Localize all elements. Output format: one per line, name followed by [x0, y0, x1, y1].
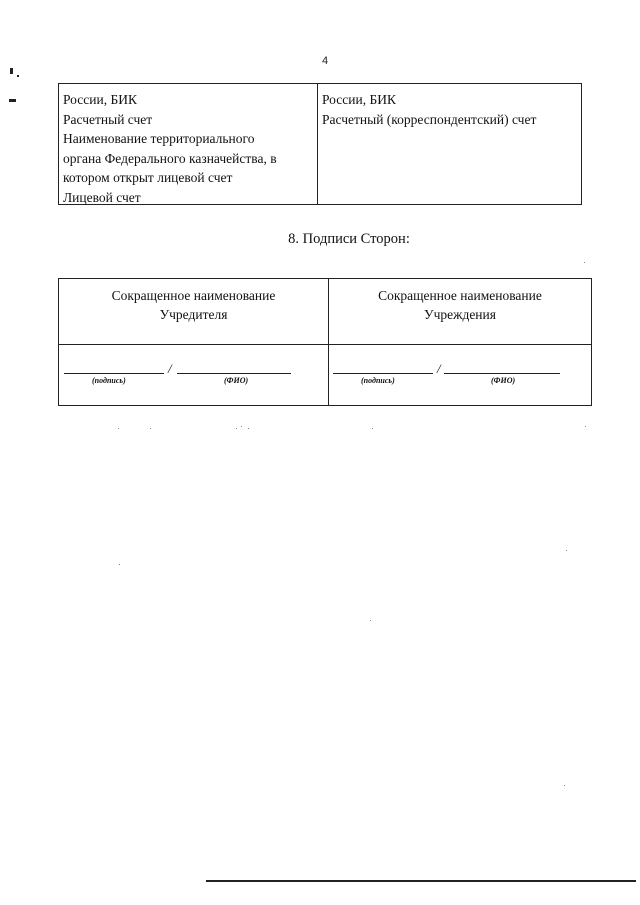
page-number: 4 — [322, 55, 329, 67]
signatures-table — [58, 278, 592, 406]
founder-title-cell — [59, 279, 329, 345]
institution-title-line1: Сокращенное наименование — [378, 288, 542, 303]
scan-speck — [150, 428, 151, 429]
institution-signature-row — [329, 361, 591, 375]
institution-signature-cell — [329, 345, 591, 405]
institution-name-underline — [444, 373, 560, 374]
institution-signature-slash: / — [437, 361, 441, 376]
scan-speck — [584, 262, 585, 263]
founder-signature-underline — [64, 373, 164, 374]
institution-signature-caption: (подпись) — [361, 376, 395, 385]
bank-detail-line: органа Федерального казначейства, в — [63, 150, 277, 166]
bank-detail-line: Лицевой счет — [63, 189, 141, 205]
bank-detail-line: Расчетный счет — [63, 111, 153, 127]
bank-details-table — [58, 83, 582, 205]
signatures-heading-text: 8. Подписи Сторон: — [288, 231, 410, 247]
scan-speck — [119, 564, 120, 565]
bank-detail-line: России, БИК — [322, 92, 396, 107]
founder-bank-details — [59, 84, 318, 204]
scan-speck — [372, 428, 373, 429]
founder-signature-slash: / — [168, 361, 172, 376]
scan-mark — [9, 99, 16, 102]
bank-detail-line: России, БИК — [63, 92, 137, 107]
signatures-heading — [0, 231, 640, 248]
scan-speck — [236, 428, 237, 429]
founder-title-line2: Учредителя — [159, 307, 228, 322]
institution-signature-underline — [333, 373, 433, 374]
scan-speck — [564, 785, 565, 786]
bank-detail-line: котором открыт лицевой счет — [63, 170, 233, 185]
founder-signature-cell — [59, 345, 329, 405]
scan-speck — [566, 550, 567, 551]
scan-speck — [118, 428, 119, 429]
bank-detail-line: Расчетный (корреспондентский) счет — [322, 111, 537, 127]
institution-title-line2: Учреждения — [424, 307, 496, 322]
institution-title-cell — [329, 279, 591, 345]
institution-bank-details — [318, 84, 581, 204]
founder-name-underline — [177, 373, 291, 374]
scan-mark — [10, 68, 13, 74]
bank-detail-line: Наименование территориального — [63, 131, 255, 146]
founder-title-line1: Сокращенное наименование — [111, 288, 276, 303]
founder-signature-row — [59, 361, 328, 375]
scan-speck — [585, 426, 586, 427]
scan-speck — [248, 428, 249, 429]
scan-speck — [370, 620, 371, 621]
institution-name-caption: (ФИО) — [491, 376, 516, 385]
scan-mark — [17, 75, 19, 77]
bottom-scan-rule — [206, 880, 636, 882]
founder-signature-caption: (подпись) — [92, 376, 126, 385]
founder-name-caption: (ФИО) — [224, 376, 249, 385]
scan-speck — [241, 426, 242, 427]
